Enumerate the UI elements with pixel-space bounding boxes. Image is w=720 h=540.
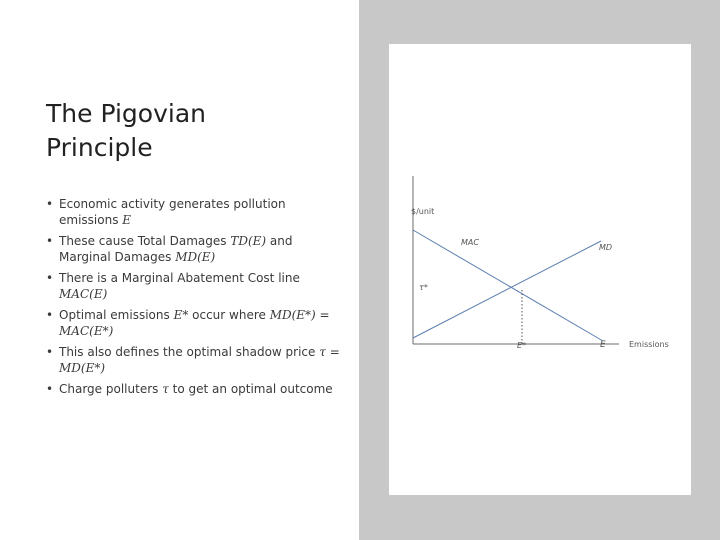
tau-star-label: τ* — [419, 283, 428, 292]
md-label: MD — [599, 243, 613, 252]
x-axis-label: Emissions — [629, 340, 669, 349]
slide-title — [46, 97, 336, 165]
bullet-list — [46, 196, 346, 402]
mac-label: MAC — [461, 238, 479, 247]
math-expression: MAC(E) — [59, 287, 108, 301]
math-expression: τ — [162, 382, 169, 396]
pigovian-diagram — [389, 44, 691, 495]
math-expression: τ = MD(E*) — [59, 345, 340, 375]
math-expression: MD(E*) = MAC(E*) — [59, 308, 330, 338]
bullet-text: Charge polluters — [59, 382, 163, 396]
bullet-text: occur where — [188, 308, 270, 322]
bullet-item — [46, 196, 346, 228]
slide-title-line-1: The Pigovian — [46, 98, 206, 128]
slide-text-panel — [0, 0, 359, 540]
figure-card — [389, 44, 691, 495]
bullet-item — [46, 381, 346, 397]
bullet-text: These cause Total Damages — [59, 234, 231, 248]
bullet-text: There is a Marginal Abatement Cost line — [59, 271, 300, 285]
slide-title-line-2: Principle — [46, 132, 153, 162]
bullet-text: Optimal emissions — [59, 308, 174, 322]
bullet-text: Economic activity generates pollution emissions — [59, 197, 286, 227]
math-expression: TD(E) — [230, 234, 267, 248]
bullet-text: and Marginal Damages — [59, 234, 293, 264]
bullet-item — [46, 233, 346, 265]
math-expression: MD(E) — [175, 250, 216, 264]
bullet-item — [46, 307, 346, 339]
e-star-label: E* — [517, 341, 527, 350]
y-axis-label: $/unit — [411, 207, 435, 216]
bullet-item — [46, 344, 346, 376]
bullet-text: This also defines the optimal shadow price — [59, 345, 320, 359]
bullet-text: to get an optimal outcome — [168, 382, 333, 396]
e-label: E — [600, 340, 606, 350]
mac-line — [413, 230, 603, 341]
math-expression: E* — [173, 308, 189, 322]
math-expression: E — [122, 213, 132, 227]
bullet-item — [46, 270, 346, 302]
